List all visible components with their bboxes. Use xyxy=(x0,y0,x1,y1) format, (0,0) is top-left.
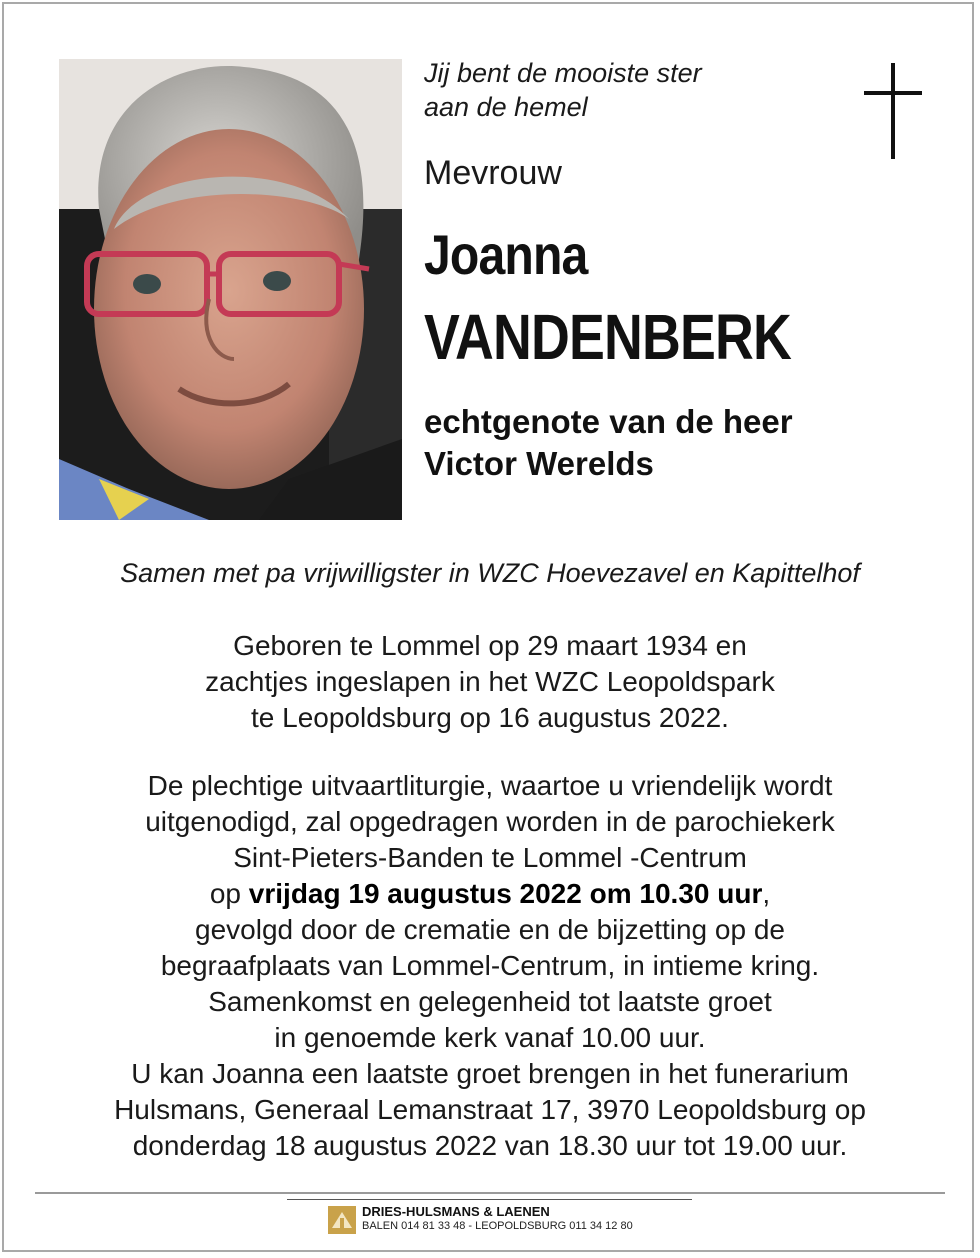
birth-death-text xyxy=(0,628,980,736)
ceremony-date-line xyxy=(0,876,980,912)
cross-icon xyxy=(864,63,922,159)
text-line: De plechtige uitvaartliturgie, waartoe u vriendelijk wordt xyxy=(147,770,833,801)
text-line: donderdag 18 augustus 2022 van 18.30 uur tot 19.00 uur. xyxy=(132,1130,848,1161)
text-line: uitgenodigd, zal opgedragen worden in de parochiekerk xyxy=(145,806,835,837)
motto xyxy=(424,56,702,124)
funeral-home-logo-icon xyxy=(328,1206,356,1234)
funeral-home-name: DRIES-HULSMANS & LAENEN xyxy=(362,1204,550,1219)
text-line: begraafplaats van Lommel-Centrum, in intieme kring. xyxy=(160,950,820,981)
date-prefix: op xyxy=(209,878,249,909)
spouse-line: Victor Werelds xyxy=(424,445,654,482)
motto-line: aan de hemel xyxy=(424,92,588,122)
spouse-info xyxy=(424,401,793,485)
text-line: Sint-Pieters-Banden te Lommel -Centrum xyxy=(233,842,747,873)
spouse-line: echtgenote van de heer xyxy=(424,403,793,440)
portrait-photo xyxy=(59,59,402,520)
funeral-home-phones: BALEN 014 81 33 48 - LEOPOLDSBURG 011 34 12 80 xyxy=(362,1220,633,1232)
text-line: zachtjes ingeslapen in het WZC Leopoldspark xyxy=(205,666,775,697)
text-line: Geboren te Lommel op 29 maart 1934 en xyxy=(233,630,747,661)
text-line: Hulsmans, Generaal Lemanstraat 17, 3970 Leopoldsburg op xyxy=(114,1094,866,1125)
text-line: Samenkomst en gelegenheid tot laatste groet xyxy=(208,986,772,1017)
ceremony-date: vrijdag 19 augustus 2022 om 10.30 uur xyxy=(248,878,763,909)
honorific: Mevrouw xyxy=(424,154,562,192)
text-line: U kan Joanna een laatste groet brengen in het funerarium xyxy=(131,1058,849,1089)
last-name: VANDENBERK xyxy=(424,301,791,373)
text-line: in genoemde kerk vanaf 10.00 uur. xyxy=(274,1022,706,1053)
ceremony-text xyxy=(0,768,980,1164)
first-name: Joanna xyxy=(424,223,588,286)
footer-divider-thin xyxy=(287,1199,692,1200)
motto-line: Jij bent de mooiste ster xyxy=(424,58,702,88)
text-line: te Leopoldsburg op 16 augustus 2022. xyxy=(251,702,729,733)
text-line: gevolgd door de crematie en de bijzetting op de xyxy=(195,914,785,945)
date-suffix: , xyxy=(762,878,771,909)
tagline: Samen met pa vrijwilligster in WZC Hoevezavel en Kapittelhof xyxy=(120,558,860,588)
footer-divider xyxy=(35,1192,945,1194)
